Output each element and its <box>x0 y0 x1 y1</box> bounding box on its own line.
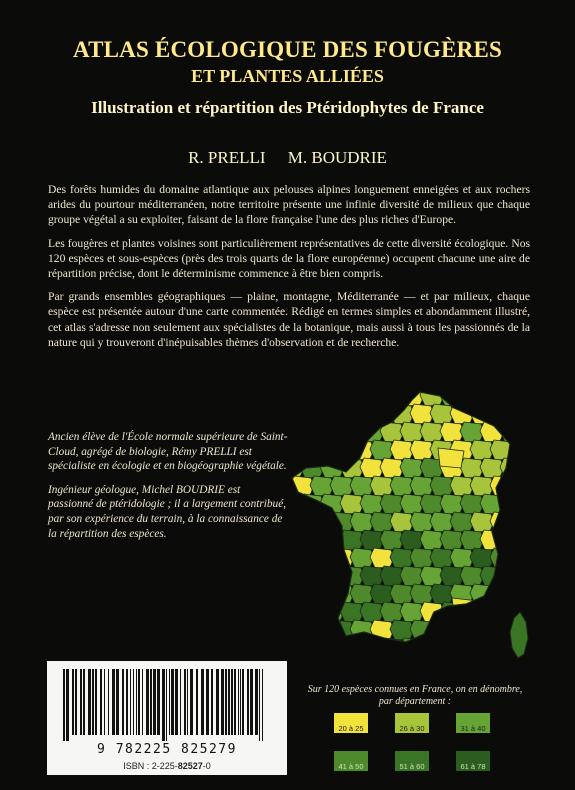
barcode-bar <box>169 669 170 735</box>
map-department <box>520 566 534 586</box>
barcode-bar <box>234 669 236 735</box>
barcode-bar <box>250 669 253 735</box>
map-department <box>430 620 454 640</box>
map-department <box>320 566 344 586</box>
map-department <box>530 512 534 532</box>
barcode-bar <box>242 669 244 735</box>
barcode-bar <box>153 669 156 735</box>
map-department <box>290 440 314 460</box>
barcode-bar <box>180 669 181 735</box>
map-department <box>330 440 354 460</box>
france-department-map <box>288 386 534 662</box>
map-department <box>490 584 514 604</box>
blurb-paragraph-3: Par grands ensembles géographiques — plaine, montagne, Méditerranée — et par milieux, chaque espèce est présentée autour d'une carte commentée. Rédigé en termes simples et abondamment illustré, cet atlas s'adresse non seulement aux spécialistes de la botanique, mais aussi à tous les passionnés de la nature qui y trouveront d'inépuisables thèmes d'observation et de recherche. <box>48 290 530 349</box>
map-department <box>500 566 524 586</box>
barcode-bar <box>211 669 213 735</box>
legend-label-4: 41 à 50 <box>338 762 364 771</box>
barcode-bar <box>238 669 239 735</box>
map-department <box>360 638 384 658</box>
barcode-bar <box>130 669 131 735</box>
legend-label-1: 20 à 25 <box>338 724 364 733</box>
barcode-bar <box>72 669 74 735</box>
map-department <box>520 530 534 550</box>
map-department <box>510 512 534 532</box>
map-department <box>310 584 334 604</box>
blurb-paragraph-2: Les fougères et plantes voisines sont particulièrement représentatives de cette diversité écologique. Nos 120 espèces et sous-espèces (près des trois quarts de la flore européenne) occupent chacune une aire de répartition précise, dont le déterminisme commence à être bien compris. <box>48 236 530 281</box>
map-department <box>480 386 504 406</box>
map-department <box>490 548 514 568</box>
map-department <box>360 386 384 406</box>
map-department <box>320 386 344 406</box>
barcode-bar <box>201 669 204 735</box>
barcode-bar <box>100 669 102 735</box>
barcode-bar <box>122 669 124 735</box>
barcode-bar <box>190 669 193 735</box>
map-department <box>288 494 304 514</box>
map-department <box>460 602 484 622</box>
legend-caption: Sur 120 espèces connues en France, on en dénombre, par département : <box>307 684 523 707</box>
map-department <box>370 404 394 424</box>
map-department <box>470 620 494 640</box>
map-department <box>310 620 334 640</box>
map-department <box>340 386 364 406</box>
book-title-line2: ET PLANTES ALLIÉES <box>191 66 384 86</box>
isbn-prefix: ISBN : 2-225- <box>123 761 178 771</box>
map-department <box>350 404 374 424</box>
barcode-bar <box>262 669 263 741</box>
barcode-bar <box>95 669 97 735</box>
map-department <box>288 422 304 442</box>
barcode-bar <box>83 669 85 735</box>
map-department <box>530 476 534 496</box>
map-department <box>500 458 524 478</box>
barcode-bar <box>171 669 174 735</box>
map-department <box>530 404 534 424</box>
barcode-bar <box>142 669 143 735</box>
barcode-bar <box>104 669 105 735</box>
barcode-bar <box>126 669 128 735</box>
map-department <box>380 386 404 406</box>
map-department <box>340 638 364 658</box>
bio-prelli: Ancien élève de l'École normale supérieure de Saint-Cloud, agrégé de biologie, Rémy PRELLI est spécialiste en écologie et en biogéographie végétale. <box>48 431 288 473</box>
map-department <box>310 548 334 568</box>
map-department <box>288 638 304 658</box>
barcode-bar <box>225 669 227 735</box>
barcode-bar <box>231 669 233 735</box>
map-department <box>310 512 334 532</box>
map-department <box>490 476 514 496</box>
barcode-bar <box>184 669 186 735</box>
map-department <box>290 584 314 604</box>
map-department <box>420 602 444 622</box>
legend-item-5 <box>395 751 429 771</box>
map-department <box>300 422 324 442</box>
barcode-bar <box>146 669 149 735</box>
map-department <box>510 404 534 424</box>
author-prelli: R. PRELLI <box>188 148 266 167</box>
map-department <box>410 620 434 640</box>
map-department <box>490 404 514 424</box>
legend-item-2 <box>395 713 429 733</box>
map-department <box>320 530 344 550</box>
map-department <box>510 584 534 604</box>
map-department <box>530 584 534 604</box>
map-department <box>460 386 484 406</box>
author-bios <box>48 430 288 550</box>
map-department <box>480 602 504 622</box>
map-department <box>480 566 504 586</box>
map-department <box>288 386 304 406</box>
barcode-bar <box>221 669 224 735</box>
map-department <box>290 512 314 532</box>
isbn-suffix: -0 <box>202 761 211 771</box>
legend-label-6: 61 à 78 <box>460 762 486 771</box>
map-department <box>480 638 504 658</box>
barcode-bar <box>247 669 249 735</box>
map-department <box>500 530 524 550</box>
map-department <box>310 404 334 424</box>
barcode-box <box>47 661 287 775</box>
barcode-bar <box>112 669 115 735</box>
map-department <box>520 494 534 514</box>
map-department <box>530 548 534 568</box>
barcode-bar <box>166 669 167 741</box>
map-department <box>520 422 534 442</box>
author-boudrie: M. BOUDRIE <box>287 148 387 167</box>
barcode-bar <box>133 669 134 735</box>
map-department <box>500 386 524 406</box>
barcode-bar <box>116 669 119 735</box>
map-department <box>510 476 534 496</box>
map-department <box>450 620 474 640</box>
legend-label-5: 51 à 60 <box>399 762 425 771</box>
map-department <box>500 422 524 442</box>
map-department <box>290 548 314 568</box>
barcode-bar <box>228 669 230 735</box>
legend-label-2: 26 à 30 <box>399 724 425 733</box>
book-subtitle: Illustration et répartition des Ptéridophytes de France <box>91 98 484 117</box>
map-department <box>440 386 464 406</box>
barcode-bar <box>240 669 241 735</box>
barcode-bar <box>175 669 178 735</box>
map-department-highlight <box>438 448 464 468</box>
barcode-bar <box>136 669 137 735</box>
barcode-bar <box>157 669 160 735</box>
map-department <box>300 530 324 550</box>
authors <box>0 148 575 168</box>
legend-item-3 <box>456 713 490 733</box>
map-department <box>330 404 354 424</box>
map-department <box>290 620 314 640</box>
barcode-bar <box>196 669 198 735</box>
map-department <box>530 440 534 460</box>
map-department <box>300 602 324 622</box>
map-department <box>300 386 324 406</box>
map-department <box>288 602 304 622</box>
map-department <box>530 620 534 640</box>
map-department <box>510 440 534 460</box>
barcode-bar <box>259 669 260 741</box>
barcode-bar <box>255 669 258 735</box>
barcode-bars <box>59 669 271 741</box>
map-department <box>320 458 344 478</box>
map-departments <box>288 386 534 658</box>
barcode-bar <box>187 669 188 735</box>
legend-item-1 <box>334 713 368 733</box>
book-title-line1: ATLAS ÉCOLOGIQUE DES FOUGÈRES <box>72 37 503 62</box>
map-department <box>300 494 324 514</box>
barcode-bar <box>66 669 69 741</box>
barcode-bar <box>138 669 140 735</box>
barcode-bar <box>63 669 65 741</box>
map-department <box>320 638 344 658</box>
barcode-bar <box>162 669 165 741</box>
map-department <box>490 440 514 460</box>
isbn-bold: 82527 <box>177 761 203 771</box>
map-department <box>500 494 524 514</box>
barcode-number: 9 782225 825279 <box>97 742 237 757</box>
map-department <box>520 458 534 478</box>
blurb-paragraph-1: Des forêts humides du domaine atlantique aux pelouses alpines longuement enneigées et aux rochers arides du pourtour méditerranéen, notre territoire présente une infinie diversité de milieux que chaque groupe végétal a su exploiter, faisant de la flore française l'une des plus riches d'Europe. <box>48 183 530 227</box>
map-department <box>288 566 304 586</box>
barcode-bar <box>75 669 77 735</box>
corsica-island <box>510 612 528 658</box>
barcode-bar <box>216 669 219 735</box>
map-department <box>460 638 484 658</box>
barcode-bar <box>150 669 152 735</box>
map-department <box>320 422 344 442</box>
map-department <box>290 404 314 424</box>
legend-item-6 <box>456 751 490 771</box>
map-department <box>510 548 534 568</box>
map-department <box>440 638 464 658</box>
barcode-bar <box>88 669 91 735</box>
map-department <box>480 494 504 514</box>
isbn-text <box>47 761 287 771</box>
bio-boudrie: Ingénieur géologue, Michel BOUDRIE est passionné de ptéridologie ; il a largement contribué, par son expérience du terrain, à la connaissance de la répartition des espèces. <box>48 483 287 540</box>
legend-label-3: 31 à 40 <box>460 724 486 733</box>
map-department <box>300 566 324 586</box>
barcode-bar <box>80 669 82 735</box>
map-department <box>310 440 334 460</box>
map-department <box>520 386 534 406</box>
map-department <box>288 530 304 550</box>
map-department <box>420 638 444 658</box>
legend-item-4 <box>334 751 368 771</box>
barcode-bar <box>108 669 109 735</box>
barcode-bar <box>206 669 209 735</box>
map-department <box>300 638 324 658</box>
blurb-text <box>48 182 530 358</box>
map-department <box>340 422 364 442</box>
barcode-bar <box>92 669 94 735</box>
